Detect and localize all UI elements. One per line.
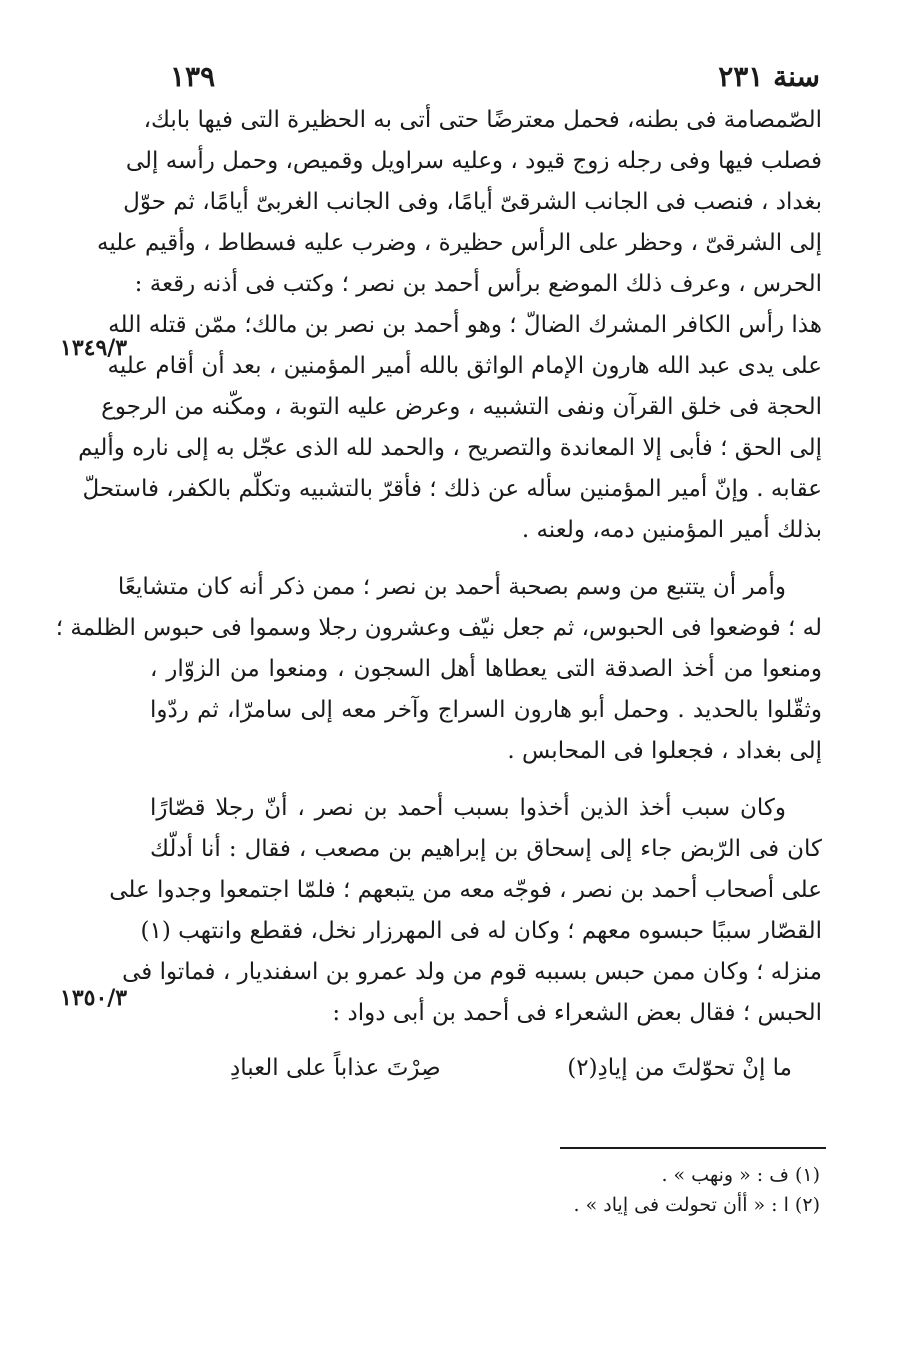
- text-line: له ؛ فوضعوا فى الحبوس، ثم جعل نيّف وعشرون رجلا وسموا فى حبوس الظلمة ؛: [55, 615, 822, 641]
- text-line: منزله ؛ وكان ممن حبس بسببه قوم من ولد عمرو بن اسفنديار ، فماتوا فى: [122, 959, 822, 985]
- poem-verse: [150, 1046, 822, 1090]
- text-line: كان فى الرّبض جاء إلى إسحاق بن إبراهيم بن مصعب ، فقال : أنا أدلّك: [150, 836, 822, 862]
- text-line: ومنعوا من أخذ الصدقة التى يعطاها أهل السجون ، ومنعوا من الزوّار ،: [150, 656, 822, 682]
- text-line: إلى الحق ؛ فأبى إلا المعاندة والتصريح ، والحمد لله الذى عجّل به إلى ناره وأليم: [78, 435, 822, 461]
- header-year: سنة ٢٣١: [718, 60, 820, 93]
- text-line: الحجة فى خلق القرآن ونفى التشبيه ، وعرض عليه التوبة ، ومكّنه من الرجوع: [101, 394, 822, 420]
- text-line: وأمر أن يتتبع من وسم بصحبة أحمد بن نصر ؛ ممن ذكر أنه كان متشايعًا: [117, 574, 786, 600]
- text-line: وثقّلوا بالحديد . وحمل أبو هارون السراج وآخر معه إلى سامرّا، ثم ردّوا: [150, 697, 822, 723]
- text-line: الصّمصامة فى بطنه، فحمل معترضًا حتى أتى به الحظيرة التى فيها بابك،: [143, 107, 822, 133]
- footnote-divider: [560, 1147, 826, 1149]
- text-line: بذلك أمير المؤمنين دمه، ولعنه .: [521, 517, 822, 543]
- text-line: هذا رأس الكافر المشرك الضالّ ؛ وهو أحمد بن نصر بن مالك؛ ممّن قتله الله: [108, 312, 822, 338]
- text-line: على يدى عبد الله هارون الإمام الواثق بالله أمير المؤمنين ، بعد أن أقام عليه: [107, 353, 822, 379]
- footnote: (٢) ا : « أأن تحولت فى إياد » .: [573, 1194, 820, 1216]
- text-line: عقابه . وإنّ أمير المؤمنين سأله عن ذلك ؛ فأقرّ بالتشبيه وتكلّم بالكفر، فاستحلّ: [82, 476, 822, 502]
- margin-reference: ١٣٥٠/٣: [60, 985, 128, 1011]
- poem-hemistich-2: صِرْتَ عذاباً على العبادِ: [230, 1055, 441, 1081]
- footnote: (١) ف : « ونهب » .: [661, 1164, 820, 1186]
- footnotes: [420, 1160, 820, 1220]
- text-line: فصلب فيها وفى رجله زوج قيود ، وعليه سراويل وقميص، وحمل رأسه إلى: [125, 148, 822, 174]
- text-line: القصّار سببًا حبسوه معهم ؛ وكان له فى المهرزار نخل، فقطع وانتهب (١): [140, 918, 822, 944]
- text-line: على أصحاب أحمد بن نصر ، فوجّه معه من يتبعهم ؛ فلمّا اجتمعوا وجدوا على: [109, 877, 822, 903]
- text-line: الحبس ؛ فقال بعض الشعراء فى أحمد بن أبى دواد :: [332, 1000, 822, 1026]
- text-line: إلى الشرقىّ ، وحظر على الرأس حظيرة ، وضرب عليه فسطاط ، وأقيم عليه: [97, 230, 822, 256]
- paragraph-2: [55, 567, 822, 772]
- poem-hemistich-1: ما إنْ تحوّلتَ من إيادِ(٢): [567, 1055, 792, 1081]
- margin-reference: ١٣٤٩/٣: [60, 335, 128, 361]
- page-number: ١٣٩: [170, 60, 216, 93]
- text-line: وكان سبب أخذ الذين أخذوا بسبب أحمد بن نصر ، أنّ رجلا قصّارًا: [150, 795, 786, 821]
- text-line: الحرس ، وعرف ذلك الموضع برأس أحمد بن نصر ؛ وكتب فى أذنه رقعة :: [134, 271, 822, 297]
- text-line: بغداد ، فنصب فى الجانب الشرقىّ أيامًا، وفى الجانب الغربىّ أيامًا، ثم حوّل: [123, 189, 822, 215]
- text-line: إلى بغداد ، فجعلوا فى المحابس .: [507, 738, 822, 764]
- paragraph-3: [109, 788, 822, 1034]
